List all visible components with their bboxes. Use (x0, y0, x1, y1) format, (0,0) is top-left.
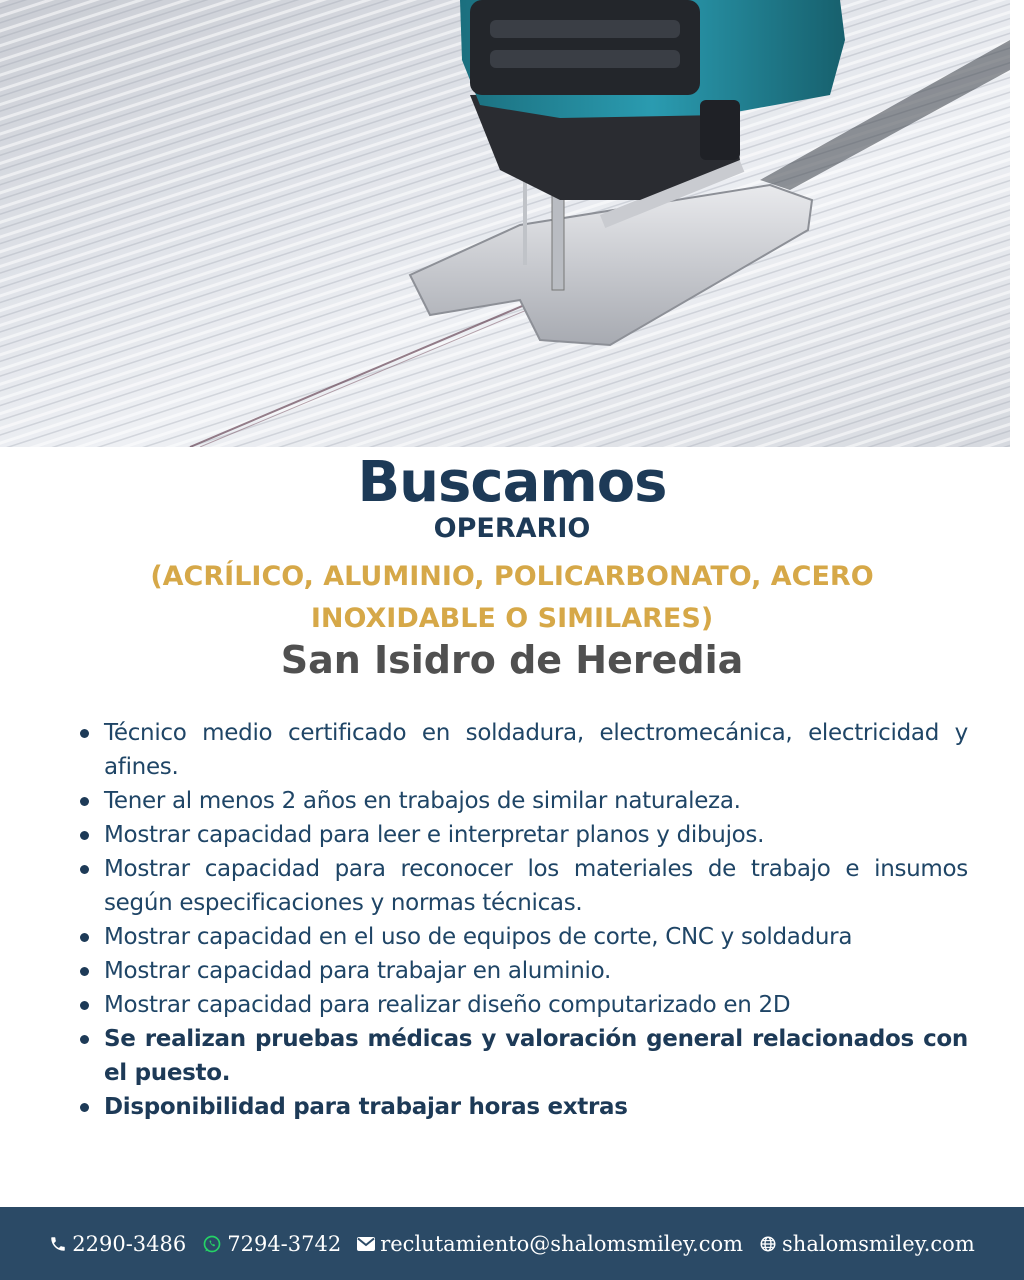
bullet-icon (80, 1035, 89, 1044)
requirements-list (78, 716, 968, 1124)
list-item (78, 954, 968, 988)
materials-subtitle (0, 556, 1024, 640)
jigsaw-illustration (0, 0, 1010, 447)
list-item (78, 988, 968, 1022)
whatsapp-number: 7294-3742 (227, 1231, 342, 1256)
contact-footer (0, 1207, 1024, 1280)
list-item (78, 852, 968, 920)
phone-number: 2290-3486 (72, 1231, 187, 1256)
job-location: San Isidro de Heredia (280, 638, 744, 682)
website-url: shalomsmiley.com (782, 1231, 975, 1256)
bullet-icon (80, 831, 89, 840)
requirement-text: Técnico medio certificado en soldadura, electromecánica, electricidad y afines. (104, 720, 968, 780)
bullet-icon (80, 797, 89, 806)
phone-contact[interactable] (49, 1232, 186, 1256)
bullet-icon (80, 1103, 89, 1112)
email-contact[interactable] (357, 1232, 743, 1256)
requirement-text: Mostrar capacidad para realizar diseño computarizado en 2D (104, 992, 791, 1018)
bullet-icon (80, 865, 89, 874)
requirement-text: Mostrar capacidad para reconocer los materiales de trabajo e insumos según especificaciones y normas técnicas. (104, 856, 968, 916)
globe-icon (759, 1235, 777, 1253)
bullet-icon (80, 1001, 89, 1010)
requirement-text: Mostrar capacidad para leer e interpretar planos y dibujos. (104, 822, 765, 848)
bullet-icon (80, 967, 89, 976)
bullet-icon (80, 729, 89, 738)
list-item (78, 784, 968, 818)
list-item (78, 1022, 968, 1090)
page-title: Buscamos (357, 450, 667, 515)
email-address: reclutamiento@shalomsmiley.com (380, 1231, 744, 1256)
whatsapp-contact[interactable] (202, 1232, 341, 1256)
list-item (78, 716, 968, 784)
requirement-text: Se realizan pruebas médicas y valoración general relacionados con el puesto. (104, 1026, 968, 1086)
hero-photo (0, 0, 1010, 447)
materials-line-2: INOXIDABLE O SIMILARES) (310, 603, 714, 634)
list-item (78, 920, 968, 954)
requirement-text: Mostrar capacidad para trabajar en aluminio. (104, 958, 612, 984)
job-role: OPERARIO (433, 513, 591, 544)
materials-line-1: (ACRÍLICO, ALUMINIO, POLICARBONATO, ACERO (150, 561, 874, 592)
bullet-icon (80, 933, 89, 942)
phone-icon (49, 1235, 67, 1253)
list-item (78, 1090, 968, 1124)
mail-icon (357, 1237, 375, 1251)
website-contact[interactable] (759, 1232, 975, 1256)
whatsapp-icon (202, 1234, 222, 1254)
list-item (78, 818, 968, 852)
requirement-text: Tener al menos 2 años en trabajos de similar naturaleza. (104, 788, 741, 814)
requirement-text: Disponibilidad para trabajar horas extras (104, 1094, 628, 1120)
requirement-text: Mostrar capacidad en el uso de equipos de corte, CNC y soldadura (104, 924, 853, 950)
